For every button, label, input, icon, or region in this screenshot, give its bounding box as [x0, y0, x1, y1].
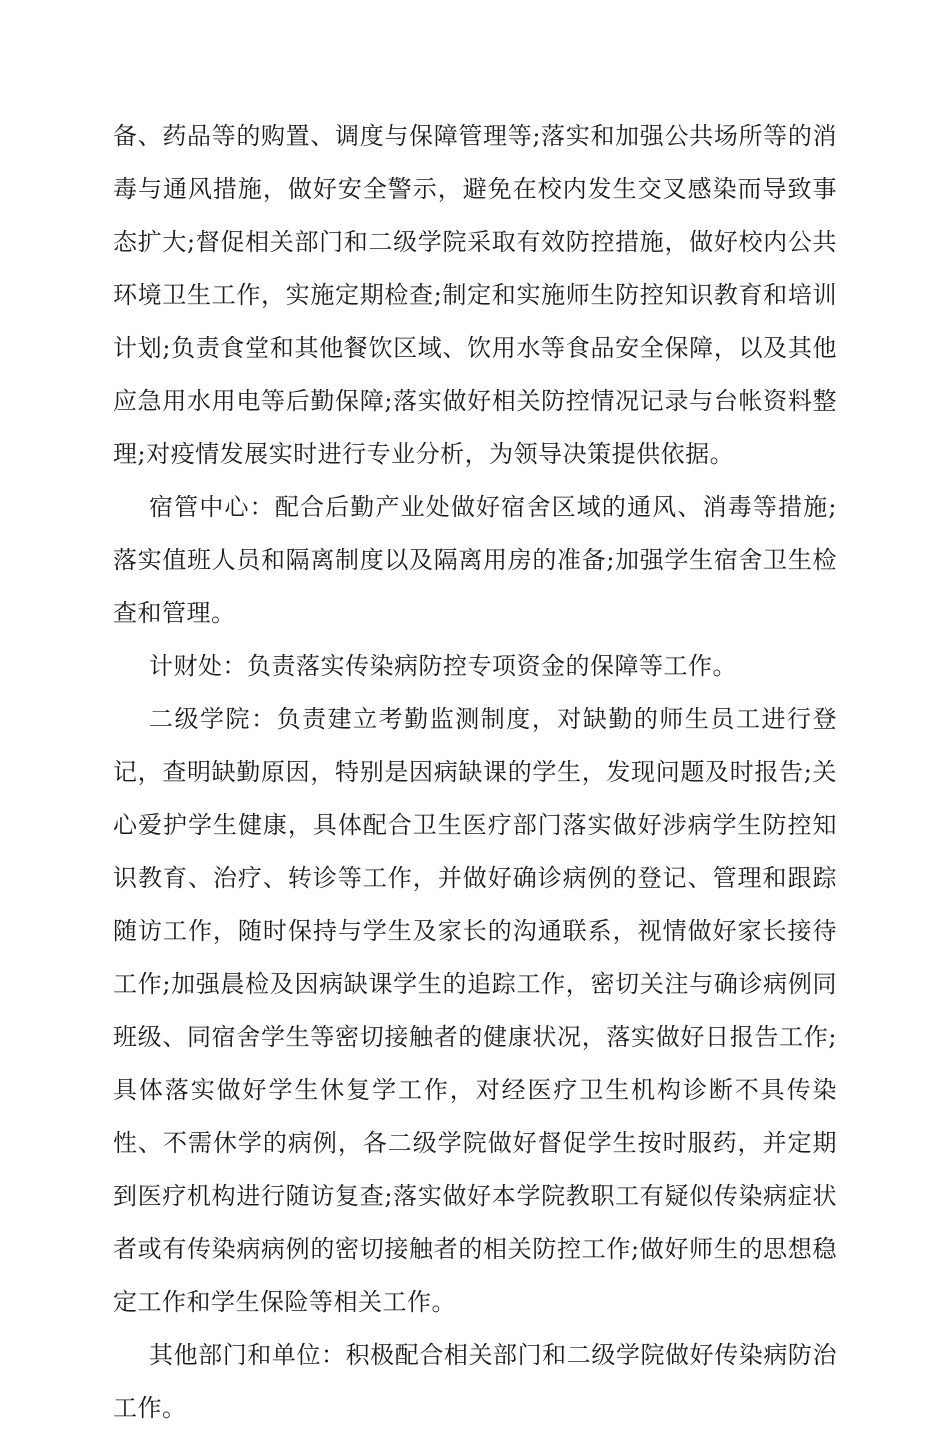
paragraph-other-departments: 其他部门和单位：积极配合相关部门和二级学院做好传染病防治工作。	[113, 1341, 837, 1422]
paragraph-secondary-colleges: 二级学院：负责建立考勤监测制度，对缺勤的师生员工进行登记，查明缺勤原因，特别是因病缺课的学生，发现问题及时报告;关心爱护学生健康，具体配合卫生医疗部门落实做好涉病学生防控知识教育、治疗、转诊等工作，并做好确诊病例的登记、管理和跟踪随访工作，随时保持与学生及家长的沟通联系，视情做好家长接待工作;加强晨检及因病缺课学生的追踪工作，密切关注与确诊病例同班级、同宿舍学生等密切接触者的健康状况，落实做好日报告工作;具体落实做好学生休复学工作，对经医疗卫生机构诊断不具传染性、不需休学的病例，各二级学院做好督促学生按时服药，并定期到医疗机构进行随访复查;落实做好本学院教职工有疑似传染病症状者或有传染病病例的密切接触者的相关防控工作;做好师生的思想稳定工作和学生保险等相关工作。	[113, 705, 837, 1316]
paragraph-finance-office: 计财处：负责落实传染病防控专项资金的保障等工作。	[149, 652, 737, 680]
paragraph-dormitory-center: 宿管中心：配合后勤产业处做好宿舍区域的通风、消毒等措施;落实值班人员和隔离制度以及隔离用房的准备;加强学生宿舍卫生检查和管理。	[113, 493, 837, 627]
paragraph-logistics-duties: 备、药品等的购置、调度与保障管理等;落实和加强公共场所等的消毒与通风措施，做好安全警示，避免在校内发生交叉感染而导致事态扩大;督促相关部门和二级学院采取有效防控措施，做好校内公共环境卫生工作，实施定期检查;制定和实施师生防控知识教育和培训计划;负责食堂和其他餐饮区域、饮用水等食品安全保障，以及其他应急用水用电等后勤保障;落实做好相关防控情况记录与台帐资料整理;对疫情发展实时进行专业分析，为领导决策提供依据。	[113, 122, 837, 468]
document-body	[113, 110, 837, 1435]
